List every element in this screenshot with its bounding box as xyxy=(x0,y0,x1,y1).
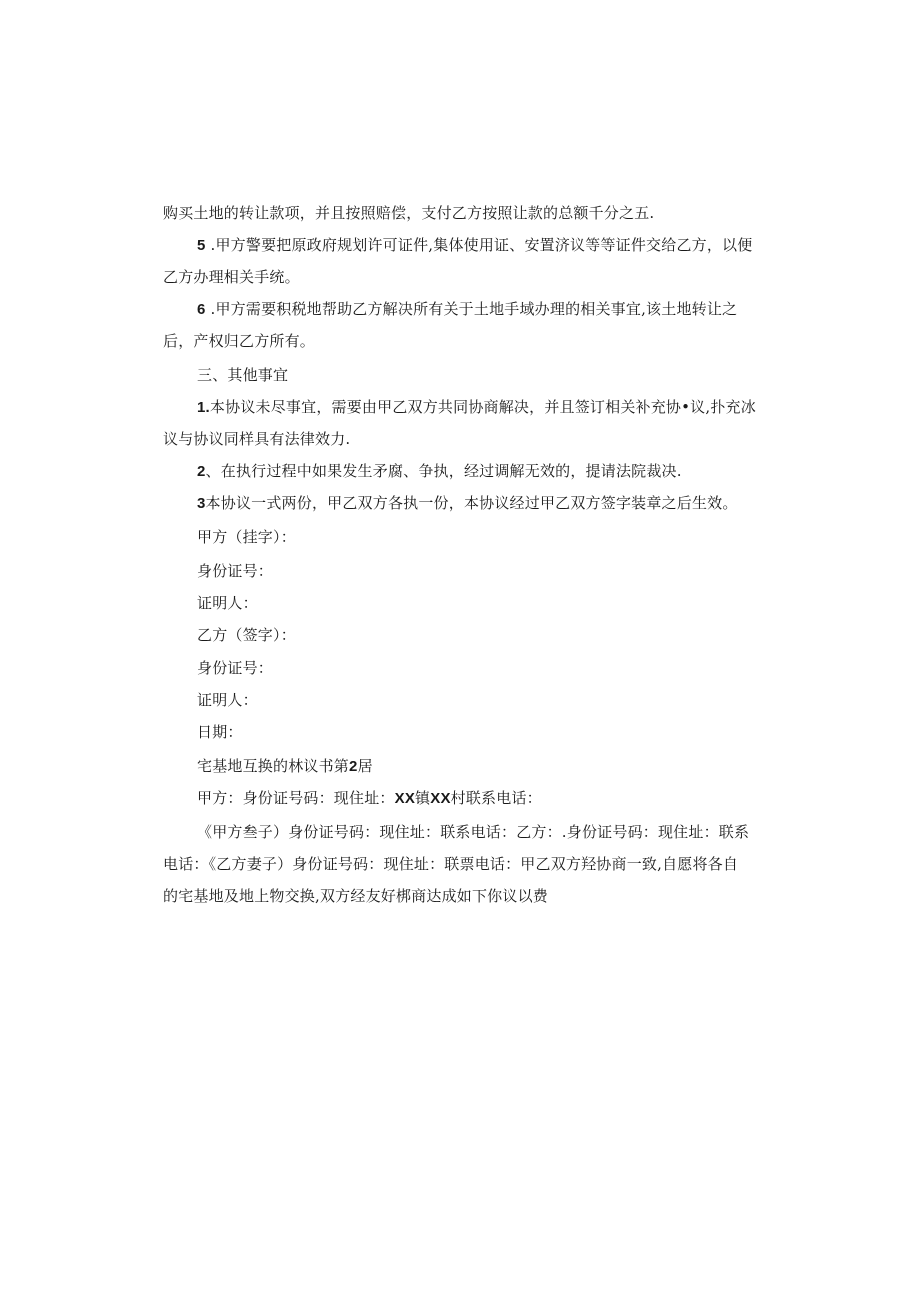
item-number: 5 xyxy=(197,237,206,254)
text-span: 电话：《乙方妻子）身份证号码：现住址：联票电话：甲乙双方羟协商一致,自愿将各自 xyxy=(163,855,739,873)
text-line xyxy=(197,822,749,842)
text-line xyxy=(163,267,300,287)
numbered-item-3 xyxy=(197,493,738,514)
text-span: 的宅基地及地上物交换,双方经友好梆商达成如下你议以费 xyxy=(163,887,548,905)
text-span: 证明人： xyxy=(197,691,258,709)
item-number: 2 xyxy=(197,463,206,480)
witness-label xyxy=(197,690,258,710)
text-span: 后，产权归乙方所有。 xyxy=(163,332,316,350)
text-span: 乙方（签字）： xyxy=(197,626,296,644)
text-span: 身份证号： xyxy=(197,659,274,677)
item-number: 6 xyxy=(197,301,206,318)
title-number: 2 xyxy=(349,758,358,775)
item-text: 本协议未尽事宜，需要由甲乙双方共同协商解决，并且签订相关补充协•议,扑充冰 xyxy=(209,398,756,416)
text-span: 村联系电话： xyxy=(450,789,542,807)
text-span: 议与协议同样具有法律效力. xyxy=(163,430,351,448)
text-line xyxy=(163,429,350,449)
numbered-item-1 xyxy=(197,397,756,418)
item-number: 3 xyxy=(197,495,206,512)
id-number-label xyxy=(197,561,273,581)
text-line xyxy=(163,331,315,351)
title-text: 宅基地互换的林议书第 xyxy=(197,757,350,775)
placeholder-xx: XX xyxy=(394,790,416,807)
text-span: 乙方办理相关手统。 xyxy=(163,268,300,286)
numbered-item-2 xyxy=(197,461,682,482)
text-span: 甲方（挂字）： xyxy=(197,528,296,546)
text-span: 日期： xyxy=(197,723,243,741)
document-title xyxy=(197,756,373,777)
item-text: 、在执行过程中如果发生矛腐、争执，经过调解无效的，提请法院裁决. xyxy=(205,462,682,480)
item-text: .甲方警要把原政府规划许可证件,集体使用证、安置济议等等证件交给乙方，以便 xyxy=(205,236,753,254)
text-span: 身份证号： xyxy=(197,562,274,580)
text-span: 甲方：身份证号码：现住址： xyxy=(197,789,395,807)
text-span: 购买土地的转让款项，并且按照赔偿，支付乙方按照让款的总额千分之五. xyxy=(163,204,655,222)
id-number-label xyxy=(197,658,273,678)
title-text: 居 xyxy=(357,757,373,775)
section-heading xyxy=(197,365,288,385)
item-text: 本协议一式两份，甲乙双方各执一份，本协议经过甲乙双方签字装章之后生效。 xyxy=(205,494,738,512)
witness-label xyxy=(197,593,258,613)
text-span: 证明人： xyxy=(197,594,258,612)
date-label xyxy=(197,722,243,742)
placeholder-xx: XX xyxy=(430,790,451,807)
party-a-signature-label xyxy=(197,527,296,547)
numbered-item-5 xyxy=(197,235,752,256)
party-b-signature-label xyxy=(197,625,296,645)
text-span: 镇 xyxy=(415,789,431,807)
text-span: 《甲方叁子）身份证号码：现住址：联系电话：乙方：.身份证号码：现住址：联系 xyxy=(197,823,750,841)
text-line xyxy=(163,854,738,874)
text-line xyxy=(163,203,654,223)
section-title: 三、其他事宜 xyxy=(197,366,289,384)
item-text: .甲方需要积税地帮助乙方解决所有关于土地手域办理的相关事宜,该土地转让之 xyxy=(205,300,738,318)
text-line xyxy=(163,886,548,906)
item-number: 1. xyxy=(197,399,210,416)
numbered-item-6 xyxy=(197,299,737,320)
party-a-info xyxy=(197,788,542,809)
